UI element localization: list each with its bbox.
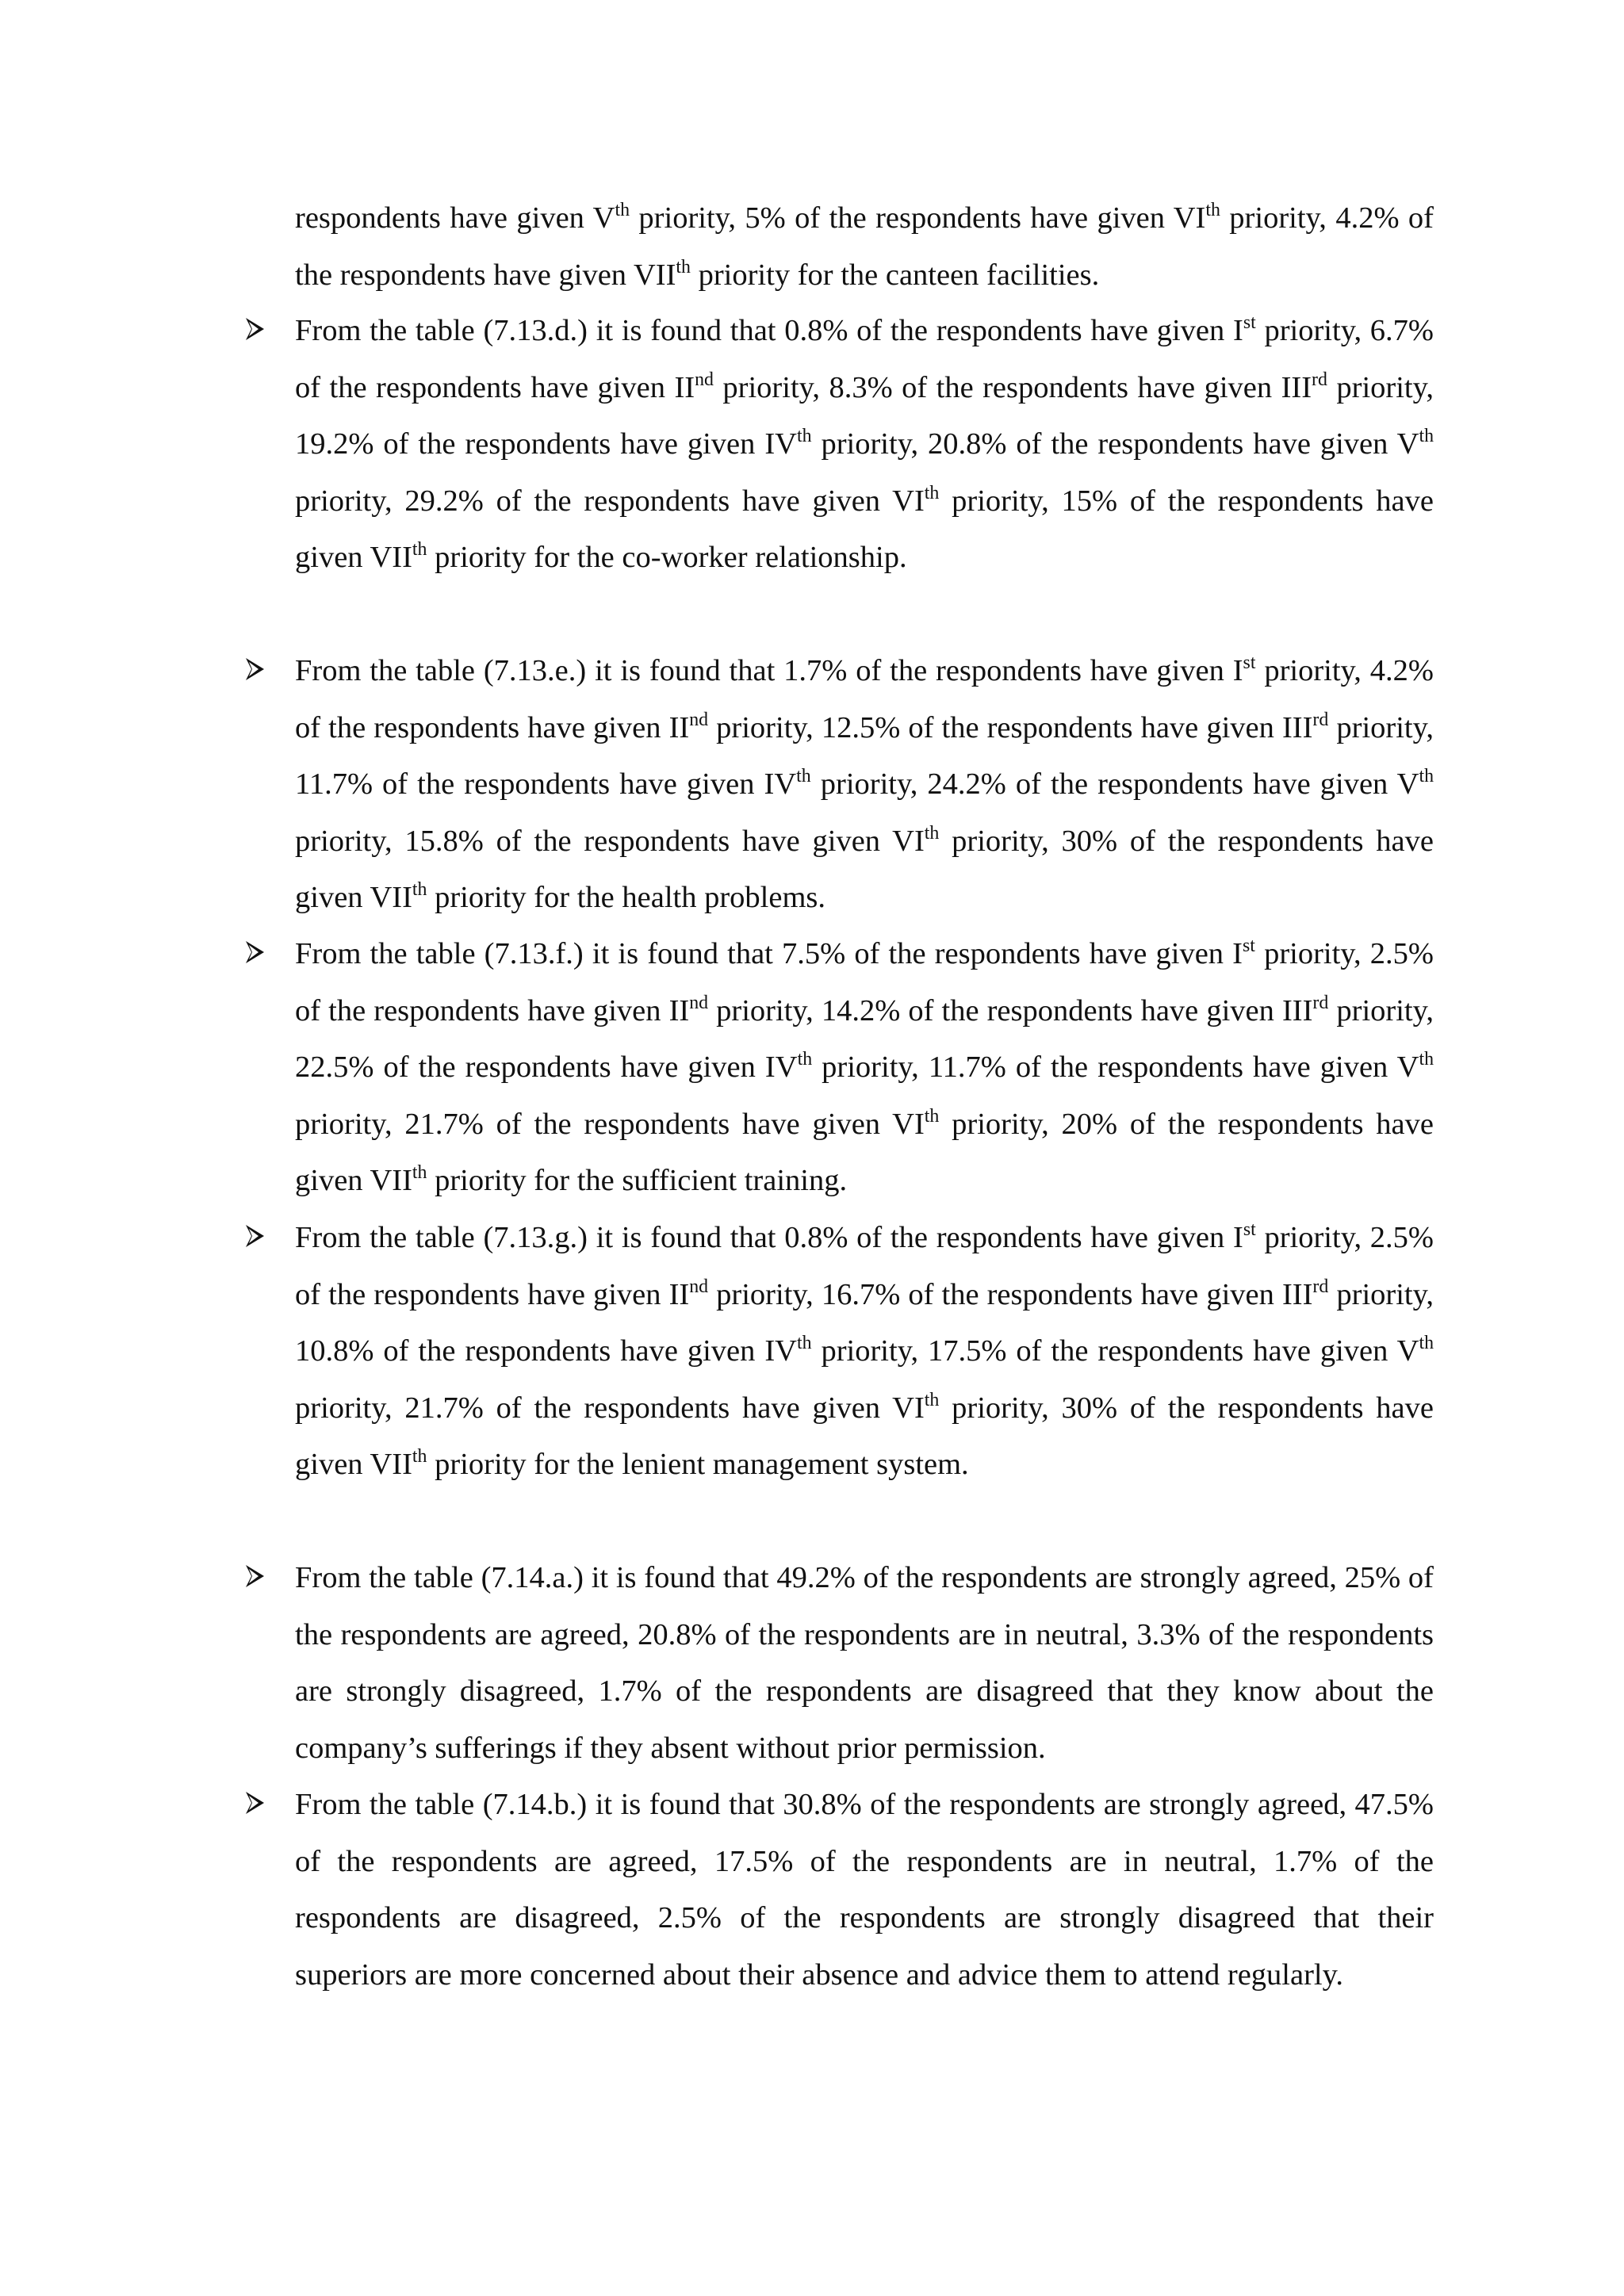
arrow-bullet-icon xyxy=(243,939,270,970)
arrow-bullet-icon xyxy=(243,316,270,347)
paragraph-3: From the table (7.13.f.) it is found that 7.5% of the respondents have given Ist priority, 2.5% of the respondents have given IInd priority, 14.2% of the respondents have given IIIrd priority, 22.5% of the respondents have given IVth priority, 11.7% of the respondents have given Vth priority, 21.7% of the respondents have given VIth priority, 20% of the respondents have given VIIth priority for the sufficient training. xyxy=(295,936,1434,1198)
paragraph-0-text: respondents have given Vth priority, 5% of the respondents have given VIth priority, 4.2% of the respondents have given VIIth priority for the canteen facilities. xyxy=(295,200,1434,292)
arrow-bullet-icon xyxy=(243,1223,270,1254)
paragraph-2: From the table (7.13.e.) it is found that 1.7% of the respondents have given Ist priority, 4.2% of the respondents have given IInd priority, 12.5% of the respondents have given IIIrd priority, 11.7% of the respondents have given IVth priority, 24.2% of the respondents have given Vth priority, 15.8% of the respondents have given VIth priority, 30% of the respondents have given VIIth priority for the health problems. xyxy=(295,652,1434,915)
arrow-bullet-icon xyxy=(243,1789,270,1821)
paragraph-6: From the table (7.14.b.) it is found that 30.8% of the respondents are strongly agreed, 47.5% of the respondents are agreed, 17.5% of the respondents are in neutral, 1.7% of the respondents are disagreed, 2.5% of the respondents are strongly disagreed that their superiors are more concerned about their absence and advice them to attend regularly. xyxy=(295,1788,1434,1992)
arrow-bullet-icon xyxy=(243,656,270,687)
paragraph-1: From the table (7.13.d.) it is found that 0.8% of the respondents have given Ist priority, 6.7% of the respondents have given IInd priority, 8.3% of the respondents have given IIIrd priority, 19.2% of the respondents have given IVth priority, 20.8% of the respondents have given Vth priority, 29.2% of the respondents have given VIth priority, 15% of the respondents have given VIIth priority for the co-worker relationship. xyxy=(295,312,1434,575)
paragraph-0 xyxy=(295,190,1434,304)
paragraph-4: From the table (7.13.g.) it is found that 0.8% of the respondents have given Ist priority, 2.5% of the respondents have given IInd priority, 16.7% of the respondents have given IIIrd priority, 10.8% of the respondents have given IVth priority, 17.5% of the respondents have given Vth priority, 21.7% of the respondents have given VIth priority, 30% of the respondents have given VIIth priority for the lenient management system. xyxy=(295,1219,1434,1482)
paragraph-5: From the table (7.14.a.) it is found that 49.2% of the respondents are strongly agreed, 25% of the respondents are agreed, 20.8% of the respondents are in neutral, 3.3% of the respondents are strongly disagreed, 1.7% of the respondents are disagreed that they know about the company’s sufferings if they absent without prior permission. xyxy=(295,1561,1434,1765)
arrow-bullet-icon xyxy=(243,1563,270,1594)
